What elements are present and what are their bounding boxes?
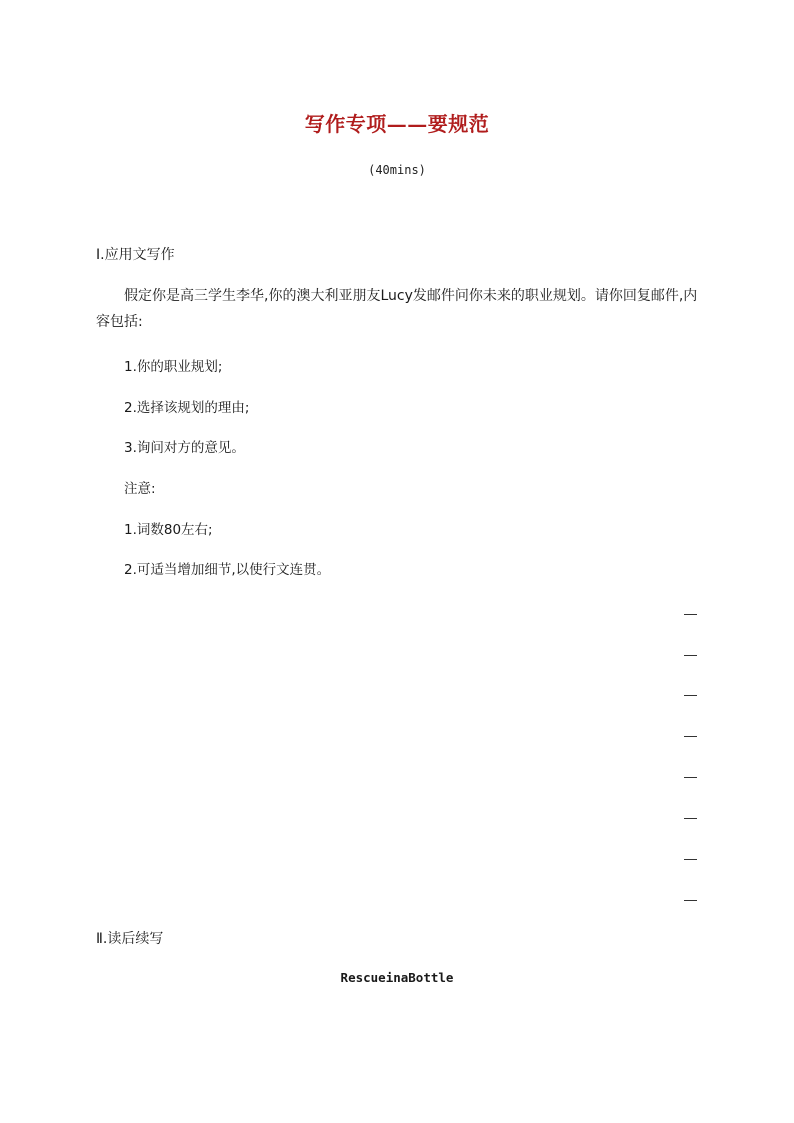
answer-line[interactable] — [684, 777, 697, 778]
answer-line[interactable] — [684, 818, 697, 819]
answer-line[interactable] — [684, 695, 697, 696]
answer-line[interactable] — [684, 900, 697, 901]
answer-line[interactable] — [684, 655, 697, 656]
time-limit: (40mins) — [368, 163, 426, 177]
requirement-item-3: 3.询问对方的意见。 — [124, 440, 245, 456]
answer-line[interactable] — [684, 736, 697, 737]
document-title: 写作专项——要规范 — [304, 112, 490, 136]
section-1-heading: Ⅰ.应用文写作 — [96, 247, 175, 263]
answer-line[interactable] — [684, 859, 697, 860]
note-item-1: 1.词数80左右; — [124, 522, 213, 538]
section-1-prompt: 假定你是高三学生李华,你的澳大利亚朋友Lucy发邮件问你未来的职业规划。请你回复邮件,内容包括: — [96, 288, 698, 330]
note-label: 注意: — [124, 481, 156, 497]
section-2-heading: Ⅱ.读后续写 — [96, 931, 164, 947]
story-title: RescueinaBottle — [340, 970, 454, 985]
note-item-2: 2.可适当增加细节,以使行文连贯。 — [124, 562, 331, 578]
answer-line[interactable] — [684, 614, 697, 615]
requirement-item-2: 2.选择该规划的理由; — [124, 400, 250, 416]
requirement-item-1: 1.你的职业规划; — [124, 359, 223, 375]
